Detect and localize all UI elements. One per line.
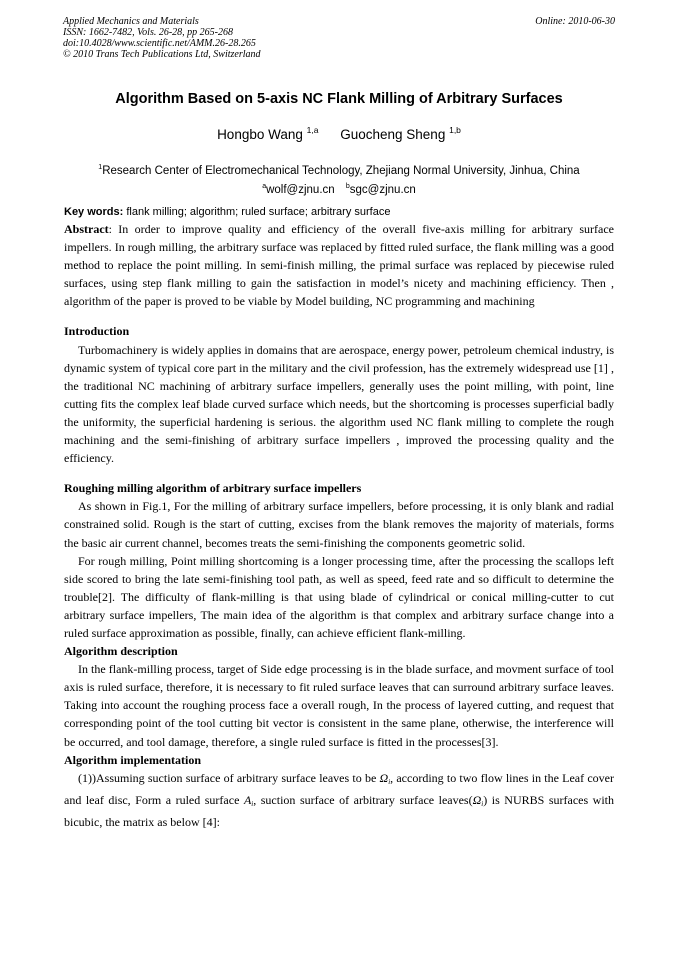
omega-symbol-2: $\Omega_i$ [472,792,484,808]
roughing-paragraph-1: As shown in Fig.1, For the milling of arbitrary surface impellers, before processing, it is only blank and radial constrained solid. Rough is the start of cutting, excises from the blank removes the majority of materials, forms the basic air current channel, becomes treats the semi-finishing the components geometric solid. [64,499,614,550]
omega-symbol: $\Omega_i$ [379,770,391,786]
journal-header [63,16,615,60]
email-2[interactable]: $^b$sgc@zjnu.cn [345,183,416,196]
author-2: Guocheng Sheng $^{1,b}$ [340,125,461,142]
paper-title: Algorithm Based on 5-axis NC Flank Milling of Arbitrary Surfaces [115,91,563,107]
section-introduction-heading: Introduction [64,324,130,339]
emails [20,179,658,198]
affiliation: $^1$Research Center of Electromechanical Technology, Zhejiang Normal University, Jinhua, China [98,164,580,177]
affiliation-block [20,160,658,198]
online-date: Online: 2010-06-30 [535,16,615,27]
journal-name: Applied Mechanics and Materials [63,16,199,27]
keywords: Key words: flank milling; algorithm; ruled surface; arbitrary surface [64,206,391,218]
journal-issn: ISSN: 1662-7482, Vols. 26-28, pp 265-268 [63,27,233,38]
ruled-surface-symbol: $A_i$ [243,792,254,808]
journal-doi: doi:10.4028/www.scientific.net/AMM.26-28.265 [63,38,256,49]
section-roughing-heading: Roughing milling algorithm of arbitrary surface impellers [64,481,362,496]
section-algorithm-description-heading: Algorithm description [64,644,178,659]
introduction-paragraph: Turbomachinery is widely applies in domains that are aerospace, energy power, petroleum chemical industry, is dynamic system of typical core part in the military and the civil profession, has the extremely widespread use [1] , the traditional NC machining of arbitrary surface impellers, generally uses the point milling, with point, line cutting fits the complex leaf blade curved surface which needs, but the shortcoming is processes superficial badly the uniformity, the superficial hardening is serious. the algorithm used NC flank milling to complete the rough machining and the semi-finishing of arbitrary surface impellers , improved the processing quality and the efficiency. [64,342,614,466]
journal-copyright: © 2010 Trans Tech Publications Ltd, Switzerland [63,49,261,60]
author-list [40,125,638,142]
abstract: Abstract: In order to improve quality and efficiency of the overall five-axis milling for arbitrary surface impellers. In rough milling, the arbitrary surface was replaced by fitted ruled surface, the flank milling was a good method to replace the point milling. In semi-finish milling, the primal surface was replaced by piecewise ruled surfaces, using step flank milling to gain the satisfaction in model’s nicety and machining efficiency. Then , algorithm of the paper is proved to be viable by Model building, NC programming and machining [64,222,614,309]
algorithm-description-paragraph: In the flank-milling process, target of Side edge processing is in the blade surface, and movment surface of tool axis is ruled surface, therefore, it is necessary to fit ruled surface leaves that can surround arbitrary surface leaves. Taking into account the roughing process face a overall rough, In the process of layered cutting, and request that corresponding point of the tool cutting bit vector is consistent in the same plane, otherwise, the interference will be occurred, and tool damage, therefore, a single ruled surface is fitted in the processes[3]. [64,662,614,749]
roughing-paragraph-2: For rough milling, Point milling shortcoming is a longer processing time, after the processing the scallops left side scored to bring the late semi-finishing tool path, as well as speed, feed rate and so difficult to determine the trouble[2]. The difficulty of flank-milling is that using blade of cylindrical or conical milling-cutter to cut arbitrary surface impellers, The main idea of the algorithm is that complex and arbitrary surface change into a ruled surface approximation as possible, finally, can achieve efficient flank-milling. [64,553,614,640]
section-algorithm-implementation-heading: Algorithm implementation [64,752,201,767]
algorithm-implementation-paragraph: (1))Assuming suction surface of arbitrary surface leaves to be $\Omega_i$, according to two flow lines in the Leaf cover and leaf disc, Form a ruled surface $A_i$, suction surface of arbitrary surface $leaves(\Omega_i)$ is NURBS surfaces with bicubic, the matrix as below [4]: [64,770,615,829]
email-1[interactable]: $^a$wolf@zjnu.cn [262,183,335,196]
author-1: Hongbo Wang $^{1,a}$ [217,125,319,142]
main-text [64,220,614,831]
